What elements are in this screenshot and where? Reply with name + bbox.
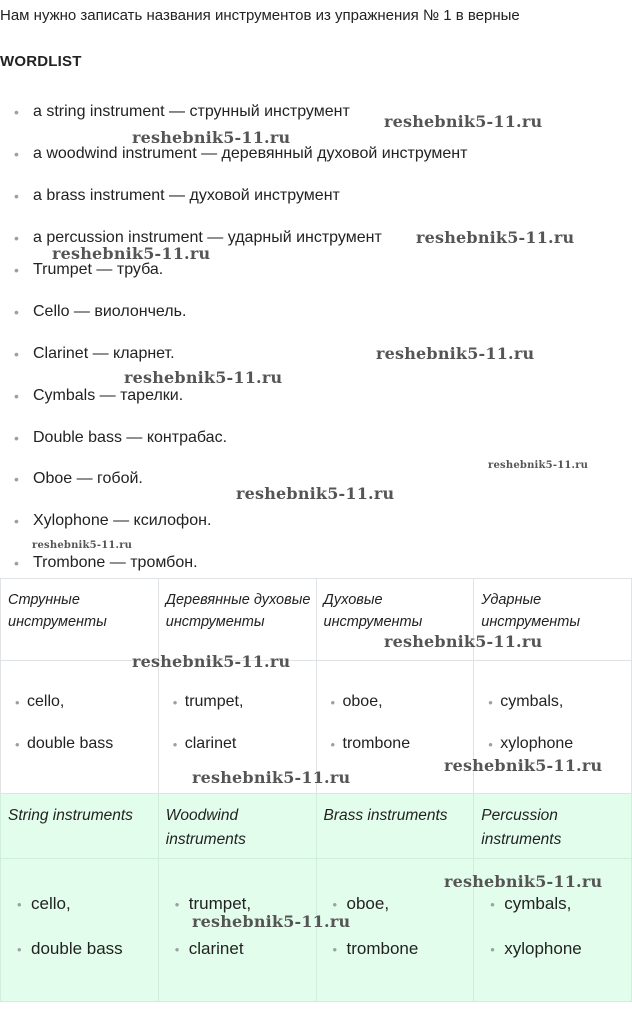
table-header-cell: Percussion instruments — [474, 794, 632, 859]
watermark: reshebnik5-11.ru — [52, 244, 211, 263]
table-header-cell: Деревянные духовые инструменты — [158, 579, 316, 661]
wordlist-item: • Xylophone — ксилофон. — [14, 512, 211, 530]
intro-text: Нам нужно записать названия инструментов из упражнения № 1 в верные — [0, 7, 520, 24]
watermark: reshebnik5-11.ru — [132, 128, 291, 147]
list-item: • trumpet, — [159, 692, 316, 734]
wordlist-item: • Trumpet — труба. — [14, 261, 163, 279]
list-item: • oboe, — [317, 692, 474, 734]
list-item: • trumpet, — [159, 893, 316, 938]
table-header-cell: Духовые инструменты — [316, 579, 474, 661]
list-item: • cello, — [1, 692, 158, 734]
wordlist-item: • a woodwind instrument — деревянный духовой инструмент — [14, 145, 467, 163]
list-item: • trombone — [317, 734, 474, 776]
table-header-cell: Woodwind instruments — [158, 794, 316, 859]
list-item: • cymbals, — [474, 893, 631, 938]
watermark: reshebnik5-11.ru — [236, 484, 395, 503]
wordlist-item: • Cello — виолончель. — [14, 303, 186, 321]
watermark: reshebnik5-11.ru — [376, 344, 535, 363]
table-cell — [1, 661, 159, 794]
table-header-cell: Струнные инструменты — [1, 579, 159, 661]
watermark: reshebnik5-11.ru — [444, 756, 603, 775]
list-item: • double bass — [1, 938, 158, 983]
table-header-cell: String instruments — [1, 794, 159, 859]
list-item: • oboe, — [317, 893, 474, 938]
list-item: • xylophone — [474, 938, 631, 983]
watermark: reshebnik5-11.ru — [488, 460, 589, 471]
watermark: reshebnik5-11.ru — [132, 652, 291, 671]
watermark: reshebnik5-11.ru — [384, 112, 543, 131]
wordlist-item: • a brass instrument — духовой инструмент — [14, 187, 340, 205]
wordlist-item: • a percussion instrument — ударный инструмент — [14, 229, 382, 247]
wordlist-item: • Trombone — тромбон. — [14, 554, 198, 572]
wordlist-heading: WORDLIST — [0, 53, 82, 70]
list-item: • cymbals, — [474, 692, 631, 734]
table-header-cell: Brass instruments — [316, 794, 474, 859]
wordlist-item: • Oboe — гобой. — [14, 470, 143, 488]
watermark: reshebnik5-11.ru — [192, 768, 351, 787]
watermark: reshebnik5-11.ru — [124, 368, 283, 387]
wordlist-item: • Cymbals — тарелки. — [14, 387, 183, 405]
wordlist-item: • Double bass — контрабас. — [14, 429, 227, 447]
watermark: reshebnik5-11.ru — [384, 632, 543, 651]
wordlist-item: • a string instrument — струнный инструмент — [14, 103, 350, 121]
wordlist-item: • Clarinet — кларнет. — [14, 345, 175, 363]
list-item: • trombone — [317, 938, 474, 983]
list-item: • clarinet — [159, 938, 316, 983]
list-item: • double bass — [1, 734, 158, 776]
table-cell — [1, 859, 159, 1002]
table-header-cell: Ударные инструменты — [474, 579, 632, 661]
list-item: • cello, — [1, 893, 158, 938]
watermark: reshebnik5-11.ru — [32, 540, 133, 551]
watermark: reshebnik5-11.ru — [192, 912, 351, 931]
list-item: • clarinet — [159, 734, 316, 776]
watermark: reshebnik5-11.ru — [444, 872, 603, 891]
list-item: • xylophone — [474, 734, 631, 776]
watermark: reshebnik5-11.ru — [416, 228, 575, 247]
instruments-table-en — [0, 793, 632, 1002]
